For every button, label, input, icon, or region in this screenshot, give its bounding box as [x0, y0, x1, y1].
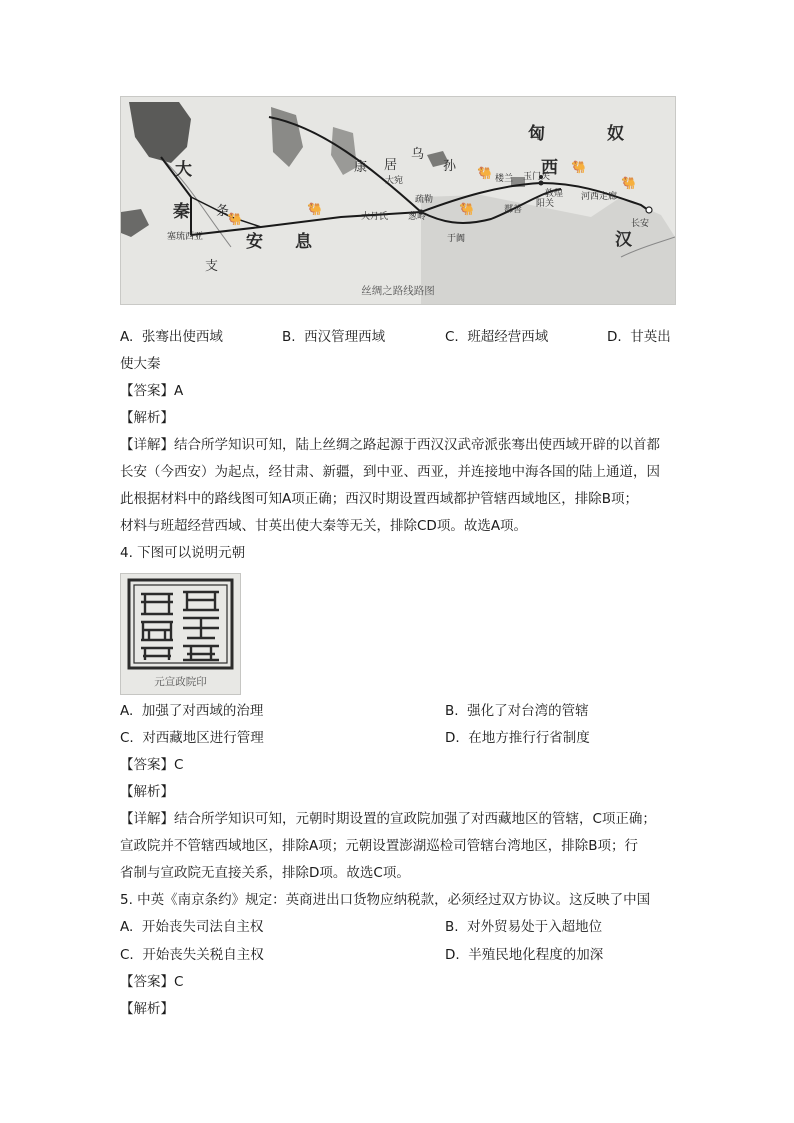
seal-caption: 元宣政院印 [154, 676, 207, 688]
label-kangju-1: 康 [354, 160, 368, 175]
q5-option-d-letter: D. [445, 947, 460, 963]
q4-option-d-letter: D. [445, 730, 460, 746]
label-han: 汉 [615, 230, 632, 250]
camel-glyph-5: 🐫 [459, 202, 474, 216]
q3-option-b-text: 西汉管理西域 [304, 329, 386, 345]
q4-detail-line-3: 省制与宣政院无直接关系，排除D项。故选C项。 [120, 865, 410, 881]
q4-option-b-text: 强化了对台湾的管辖 [467, 703, 589, 719]
label-yutian: 于阗 [447, 234, 466, 244]
caspian-sea [129, 102, 191, 163]
q5-option-a-letter: A. [120, 919, 134, 935]
q3-option-c-text: 班超经营西域 [467, 329, 549, 345]
q5-answer: 【答案】C [120, 974, 184, 990]
q4-stem: 4. 下图可以说明元朝 [120, 545, 246, 561]
q3-option-c [445, 327, 548, 347]
label-selucid: 塞琉西亚 [167, 232, 204, 242]
q3-detail-line-3: 此根据材料中的路线图可知A项正确；西汉时期设置西域都护管辖西域地区，排除B项； [120, 491, 638, 507]
q3-option-a-letter: A. [120, 329, 134, 345]
q3-option-a [120, 327, 223, 347]
q5-option-b [445, 917, 602, 937]
label-yumenguan: 玉门关 [523, 172, 551, 182]
label-dunhuang: 敦煌 [545, 189, 564, 199]
q4-option-c-text: 对西藏地区进行管理 [142, 730, 264, 746]
label-tiao: 条 [216, 204, 230, 219]
map-caption: 丝绸之路线路图 [361, 285, 435, 297]
label-xiongnu-1: 匈 [528, 124, 545, 144]
q5-option-a-text: 开始丧失司法自主权 [141, 919, 264, 935]
label-hexi: 河西走廊 [581, 192, 618, 202]
silk-road-map [120, 96, 676, 305]
q4-detail-line-1: 【详解】结合所学知识可知，元朝时期设置的宣政院加强了对西藏地区的管辖，C项正确； [120, 811, 656, 827]
q3-option-c-letter: C. [445, 329, 459, 345]
q4-option-b [445, 701, 589, 721]
q5-option-c-letter: C. [120, 947, 134, 963]
label-wusun-2: 孙 [443, 159, 457, 174]
q4-option-d-text: 在地方推行行省制度 [468, 730, 590, 746]
label-wusun-1: 乌 [411, 147, 425, 162]
q3-detail-line-4: 材料与班超经营西域、甘英出使大秦等无关，排除CD项。故选A项。 [120, 518, 528, 534]
q3-option-b [282, 327, 385, 347]
q5-option-c [120, 945, 264, 965]
aral-lake [271, 107, 303, 167]
q3-option-d-wrap: 使大秦 [120, 356, 161, 372]
q4-option-d [445, 728, 590, 748]
q3-analysis-label: 【解析】 [120, 410, 174, 426]
label-kangju-2: 居 [384, 158, 398, 173]
q4-answer: 【答案】C [120, 757, 184, 773]
camel-glyph-4: 🐫 [571, 160, 586, 174]
label-da: 大 [175, 160, 192, 180]
q5-option-d [445, 945, 603, 965]
q5-option-b-letter: B. [445, 919, 459, 935]
q3-option-d [607, 327, 671, 347]
q5-option-a [120, 917, 263, 937]
q4-analysis-label: 【解析】 [120, 784, 174, 800]
camel-glyph-6: 🐫 [621, 176, 636, 190]
label-an: 安 [246, 232, 263, 252]
q5-analysis-label: 【解析】 [120, 1001, 174, 1017]
q3-detail-line-1: 【详解】结合所学知识可知，陆上丝绸之路起源于西汉汉武帝派张骞出使西域开辟的以首都 [120, 437, 660, 453]
label-xi: 西 [541, 158, 558, 178]
label-xi2: 息 [295, 232, 312, 252]
label-dayuan: 大宛 [385, 176, 404, 186]
q3-option-a-text: 张骞出使西域 [141, 329, 223, 345]
q4-option-a-text: 加强了对西域的治理 [141, 703, 264, 719]
q5-option-d-text: 半殖民地化程度的加深 [468, 947, 604, 963]
label-yangguan: 阳关 [536, 199, 555, 209]
q4-option-c [120, 728, 264, 748]
q3-option-d-text: 甘英出 [630, 329, 671, 345]
q4-option-a-letter: A. [120, 703, 134, 719]
label-zhi: 支 [205, 259, 219, 274]
yuan-seal-figure [120, 573, 241, 695]
q3-answer: 【答案】A [120, 383, 184, 399]
label-congling: 葱岭 [408, 212, 427, 222]
q4-detail-line-2: 宣政院并不管辖西域地区，排除A项；元朝设置澎湖巡检司管辖台湾地区，排除B项；行 [120, 838, 638, 854]
q4-option-a [120, 701, 263, 721]
label-qin: 秦 [173, 202, 190, 222]
changan-marker [646, 207, 652, 213]
label-changan: 长安 [631, 219, 650, 229]
q4-option-b-letter: B. [445, 703, 459, 719]
label-dayuezhi: 大月氏 [361, 212, 389, 222]
q3-detail-line-2: 长安（今西安）为起点，经甘肃、新疆，到中亚、西亚，并连接地中海各国的陆上通道，因 [120, 464, 660, 480]
q4-option-c-letter: C. [120, 730, 134, 746]
label-shule: 疏勒 [415, 195, 434, 205]
camel-glyph-2: 🐫 [307, 202, 322, 216]
mediterranean-sea [121, 209, 149, 237]
camel-glyph-3: 🐫 [477, 166, 492, 180]
label-xiongnu-2: 奴 [607, 124, 624, 144]
q5-option-b-text: 对外贸易处于入超地位 [467, 919, 603, 935]
label-loulan: 楼兰 [495, 174, 514, 184]
q3-option-d-letter: D. [607, 329, 622, 345]
q5-stem: 5. 中英《南京条约》规定：英商进出口货物应纳税款，必须经过双方协议。这反映了中国 [120, 892, 651, 908]
q3-option-b-letter: B. [282, 329, 296, 345]
camel-glyph-1: 🐫 [227, 212, 242, 226]
seal-drawing [121, 574, 240, 674]
label-shanshan: 鄯善 [504, 205, 523, 215]
q5-option-c-text: 开始丧失关税自主权 [142, 947, 264, 963]
